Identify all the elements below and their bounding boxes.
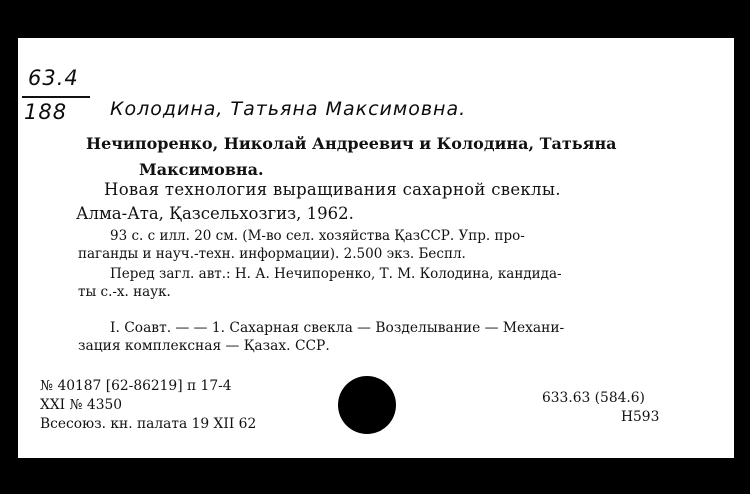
- tracing-line-2: зация комплексная — Қазах. ССР.: [78, 338, 330, 354]
- call-number-top: 63.4: [28, 66, 79, 90]
- classification: 633.63 (584.6): [542, 390, 645, 406]
- note-line-2: ты с.-х. наук.: [78, 284, 171, 300]
- collation-line-2: паганды и науч.-техн. информации). 2.500 экз. Беспл.: [78, 246, 466, 262]
- title-line-1: Новая технология выращивания сахарной свеклы.: [104, 180, 561, 199]
- footer-line-3: Всесоюз. кн. палата 19 XII 62: [40, 416, 257, 432]
- call-number-bottom: 188: [24, 100, 68, 124]
- footer-line-2: XXI № 4350: [40, 397, 123, 413]
- title-line-2: Алма-Ата, Қазсельхозгиз, 1962.: [76, 204, 354, 223]
- tracing-line-1: I. Соавт. — — 1. Сахарная свекла — Возделывание — Механи-: [110, 320, 565, 336]
- catalog-card: [18, 38, 734, 458]
- note-line-1: Перед загл. авт.: Н. А. Нечипоренко, Т. М. Колодина, кандида-: [110, 266, 562, 282]
- punch-hole: [338, 376, 396, 434]
- author-line-1: Нечипоренко, Николай Андреевич и Колодина, Татьяна: [86, 134, 617, 153]
- author-mark: Н593: [621, 409, 660, 425]
- author-line-2: Максимовна.: [139, 160, 264, 179]
- handwritten-name: Колодина, Татьяна Максимовна.: [110, 98, 467, 120]
- footer-line-1: № 40187 [62-86219] п 17-4: [40, 378, 232, 394]
- collation-line-1: 93 с. с илл. 20 см. (М-во сел. хозяйства ҚазССР. Упр. про-: [110, 228, 525, 244]
- call-number-divider: [22, 96, 90, 98]
